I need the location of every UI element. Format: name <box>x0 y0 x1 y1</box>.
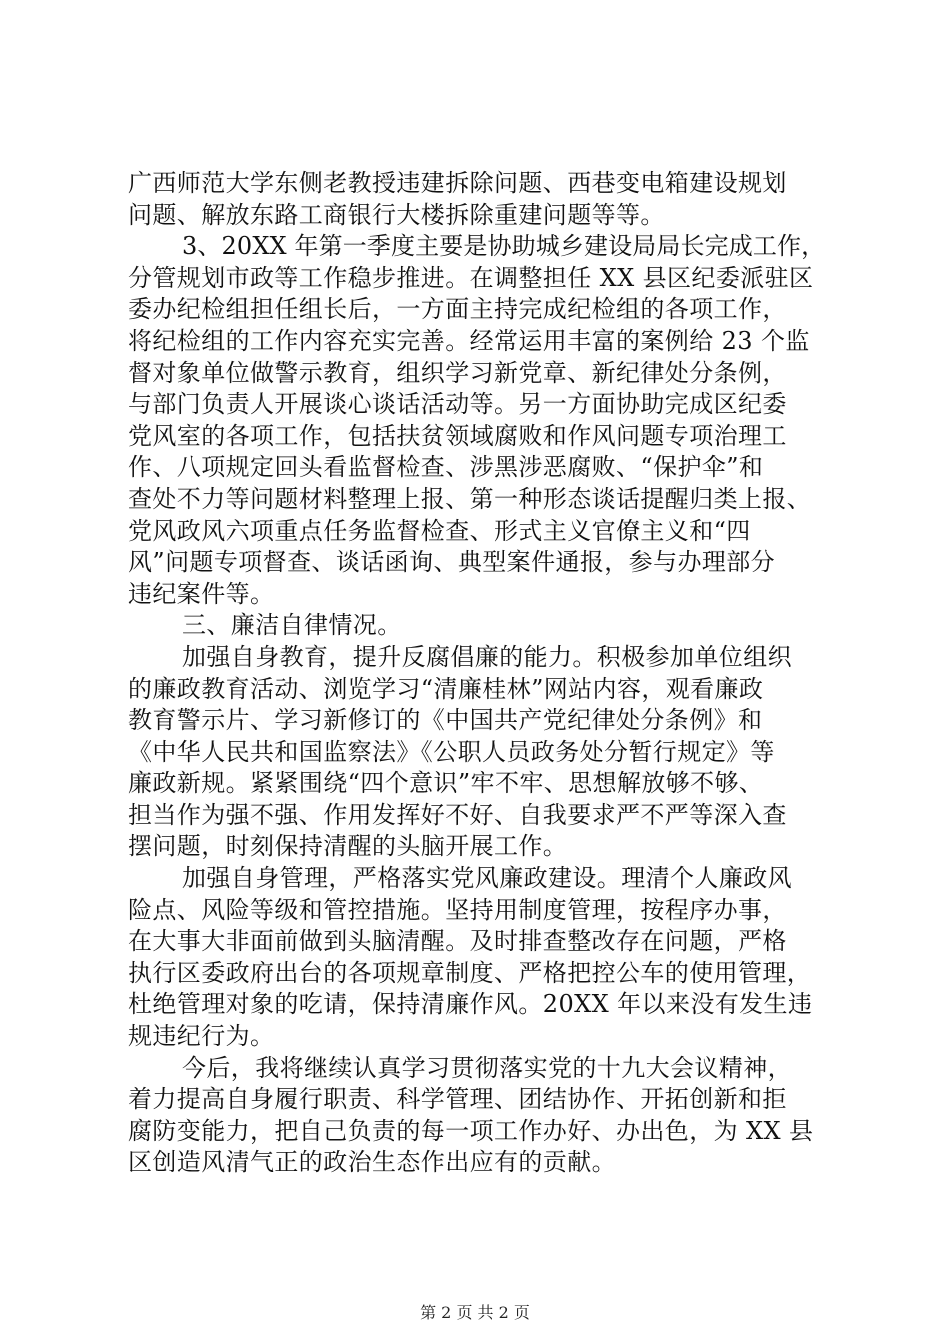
text-line: 着力提高自身履行职责、科学管理、团结协作、开拓创新和拒 <box>128 1085 787 1114</box>
text-line: 区创造风清气正的政治生态作出应有的贡献。 <box>128 1148 616 1177</box>
text-line: 规违纪行为。 <box>128 1022 275 1051</box>
text-line: 将纪检组的工作内容充实完善。经常运用丰富的案例给 23 个监 <box>128 326 810 355</box>
text-line: 教育警示片、学习新修订的《中国共产党纪律处分条例》和 <box>128 706 763 735</box>
text-line: 担当作为强不强、作用发挥好不好、自我要求严不严等深入查 <box>128 800 787 829</box>
text-line: 《中华人民共和国监察法》《公职人员政务处分暂行规定》等 <box>128 737 775 766</box>
text-line: 执行区委政府出台的各项规章制度、严格把控公车的使用管理， <box>128 958 812 987</box>
text-line: 督对象单位做警示教育，组织学习新党章、新纪律处分条例， <box>128 358 787 387</box>
text-line: 险点、风险等级和管控措施。坚持用制度管理，按程序办事， <box>128 895 787 924</box>
page-footer: 第 2 页 共 2 页 <box>420 1303 530 1322</box>
text-line: 问题、解放东路工商银行大楼拆除重建问题等等。 <box>128 200 665 229</box>
text-line: 的廉政教育活动、浏览学习“清廉桂林”网站内容，观看廉政 <box>128 674 764 703</box>
text-line: 委办纪检组担任组长后，一方面主持完成纪检组的各项工作， <box>128 295 787 324</box>
text-line: 加强自身管理，严格落实党风廉政建设。理清个人廉政风 <box>182 864 792 893</box>
text-line: 违纪案件等。 <box>128 579 275 608</box>
text-line: 查处不力等问题材料整理上报、第一种形态谈话提醒归类上报、 <box>128 484 812 513</box>
text-line: 分管规划市政等工作稳步推进。在调整担任 XX 县区纪委派驻区 <box>128 263 814 292</box>
document-body <box>128 168 828 1179</box>
text-line: 广西师范大学东侧老教授违建拆除问题、西巷变电箱建设规划 <box>128 169 787 197</box>
text-line: 腐防变能力，把自己负责的每一项工作办好、办出色，为 XX 县 <box>128 1116 814 1145</box>
text-line: 三、廉洁自律情况。 <box>182 611 402 640</box>
text-line: 廉政新规。紧紧围绕“四个意识”牢不牢、思想解放够不够、 <box>128 769 764 798</box>
text-line: 摆问题，时刻保持清醒的头脑开展工作。 <box>128 832 568 861</box>
text-line: 在大事大非面前做到头脑清醒。及时排查整改存在问题，严格 <box>128 927 787 956</box>
text-line: 加强自身教育，提升反腐倡廉的能力。积极参加单位组织 <box>182 642 792 671</box>
text-line: 作、八项规定回头看监督检查、涉黑涉恶腐败、“保护伞”和 <box>128 453 764 482</box>
text-line: 党风室的各项工作，包括扶贫领域腐败和作风问题专项治理工 <box>128 421 787 450</box>
text-line: 3、20XX 年第一季度主要是协助城乡建设局局长完成工作， <box>182 232 826 261</box>
text-line: 杜绝管理对象的吃请，保持清廉作风。20XX 年以来没有发生违 <box>128 990 813 1019</box>
text-line: 今后，我将继续认真学习贯彻落实党的十九大会议精神， <box>182 1053 792 1082</box>
text-line: 与部门负责人开展谈心谈话活动等。另一方面协助完成区纪委 <box>128 390 787 419</box>
text-line: 风”问题专项督查、谈话函询、典型案件通报，参与办理部分 <box>128 548 776 577</box>
text-line: 党风政风六项重点任务监督检查、形式主义官僚主义和“四 <box>128 516 751 545</box>
